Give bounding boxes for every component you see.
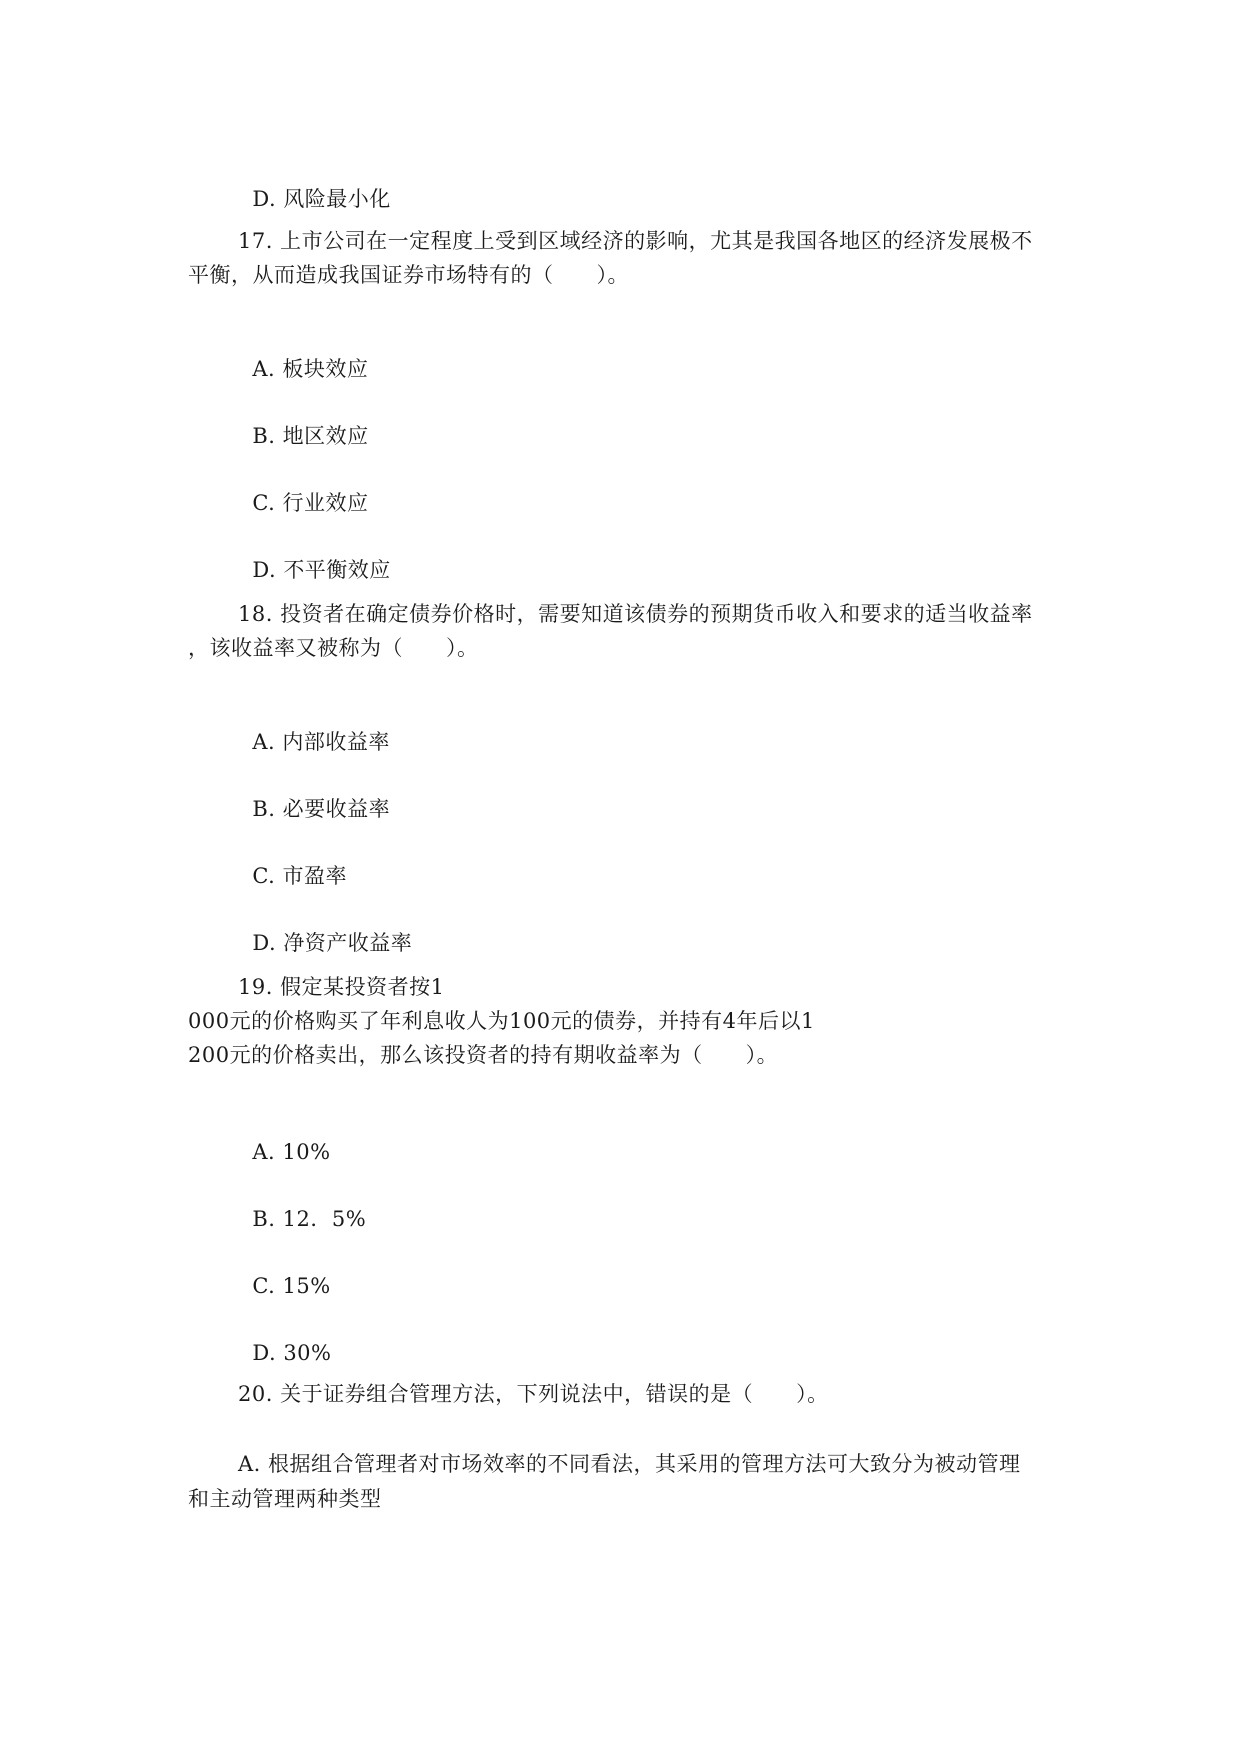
option-text: 不平衡效应 bbox=[283, 558, 391, 582]
option-text: 10% bbox=[282, 1140, 331, 1164]
option-label: B. bbox=[252, 424, 276, 448]
option-label: C. bbox=[252, 1274, 276, 1298]
question-18-line-2: ，该收益率又被称为（ ）。 bbox=[188, 636, 479, 660]
question-19-line-1: 19. 假定某投资者按1 bbox=[238, 975, 445, 999]
option-line bbox=[238, 1113, 331, 1165]
option-line bbox=[238, 1180, 366, 1232]
option-line bbox=[238, 837, 347, 889]
option-text: 30% bbox=[283, 1341, 332, 1365]
option-text: 必要收益率 bbox=[282, 797, 391, 821]
option-line bbox=[238, 904, 412, 956]
question-18-line-1: 18. 投资者在确定债券价格时，需要知道该债券的预期货币收入和要求的适当收益率 bbox=[238, 602, 1033, 626]
option-text: 地区效应 bbox=[282, 424, 369, 448]
option-label: D. bbox=[252, 1341, 277, 1365]
option-label: D. bbox=[252, 187, 277, 211]
option-label: D. bbox=[252, 558, 277, 582]
option-label: D. bbox=[252, 931, 277, 955]
option-line bbox=[238, 1314, 332, 1366]
option-label: B. bbox=[252, 797, 276, 821]
option-text: 风险最小化 bbox=[283, 187, 391, 211]
option-line bbox=[238, 703, 390, 755]
option-text: 市盈率 bbox=[282, 864, 348, 888]
option-text: 12．5% bbox=[282, 1207, 367, 1231]
option-label: C. bbox=[252, 864, 276, 888]
question-19-line-3: 200元的价格卖出，那么该投资者的持有期收益率为（ ）。 bbox=[188, 1043, 779, 1067]
option-label: A. bbox=[252, 1140, 276, 1164]
option-line bbox=[238, 397, 369, 449]
question-20-line-1: 20. 关于证券组合管理方法，下列说法中，错误的是（ ）。 bbox=[238, 1382, 829, 1406]
question-17-line-1: 17. 上市公司在一定程度上受到区域经济的影响，尤其是我国各地区的经济发展极不 bbox=[238, 229, 1033, 253]
option-line bbox=[238, 330, 368, 382]
option-line bbox=[238, 531, 391, 583]
option-text: 净资产收益率 bbox=[283, 931, 413, 955]
question-17-line-2: 平衡，从而造成我国证券市场特有的（ ）。 bbox=[188, 263, 629, 287]
option-long-line-1: A. 根据组合管理者对市场效率的不同看法，其采用的管理方法可大致分为被动管理 bbox=[238, 1452, 1021, 1476]
option-text: 板块效应 bbox=[282, 357, 369, 381]
option-text: 15% bbox=[282, 1274, 331, 1298]
option-line bbox=[238, 770, 390, 822]
option-line bbox=[238, 1247, 331, 1299]
option-text: 内部收益率 bbox=[282, 730, 390, 754]
option-label: A. bbox=[252, 357, 276, 381]
option-text: 行业效应 bbox=[282, 491, 369, 515]
option-line bbox=[238, 464, 369, 516]
option-label: B. bbox=[252, 1207, 276, 1231]
option-line bbox=[238, 160, 391, 212]
option-long-line-2: 和主动管理两种类型 bbox=[188, 1487, 382, 1511]
option-label: A. bbox=[252, 730, 276, 754]
question-19-line-2: 000元的价格购买了年利息收人为100元的债券，并持有4年后以1 bbox=[188, 1009, 815, 1033]
option-label: C. bbox=[252, 491, 276, 515]
